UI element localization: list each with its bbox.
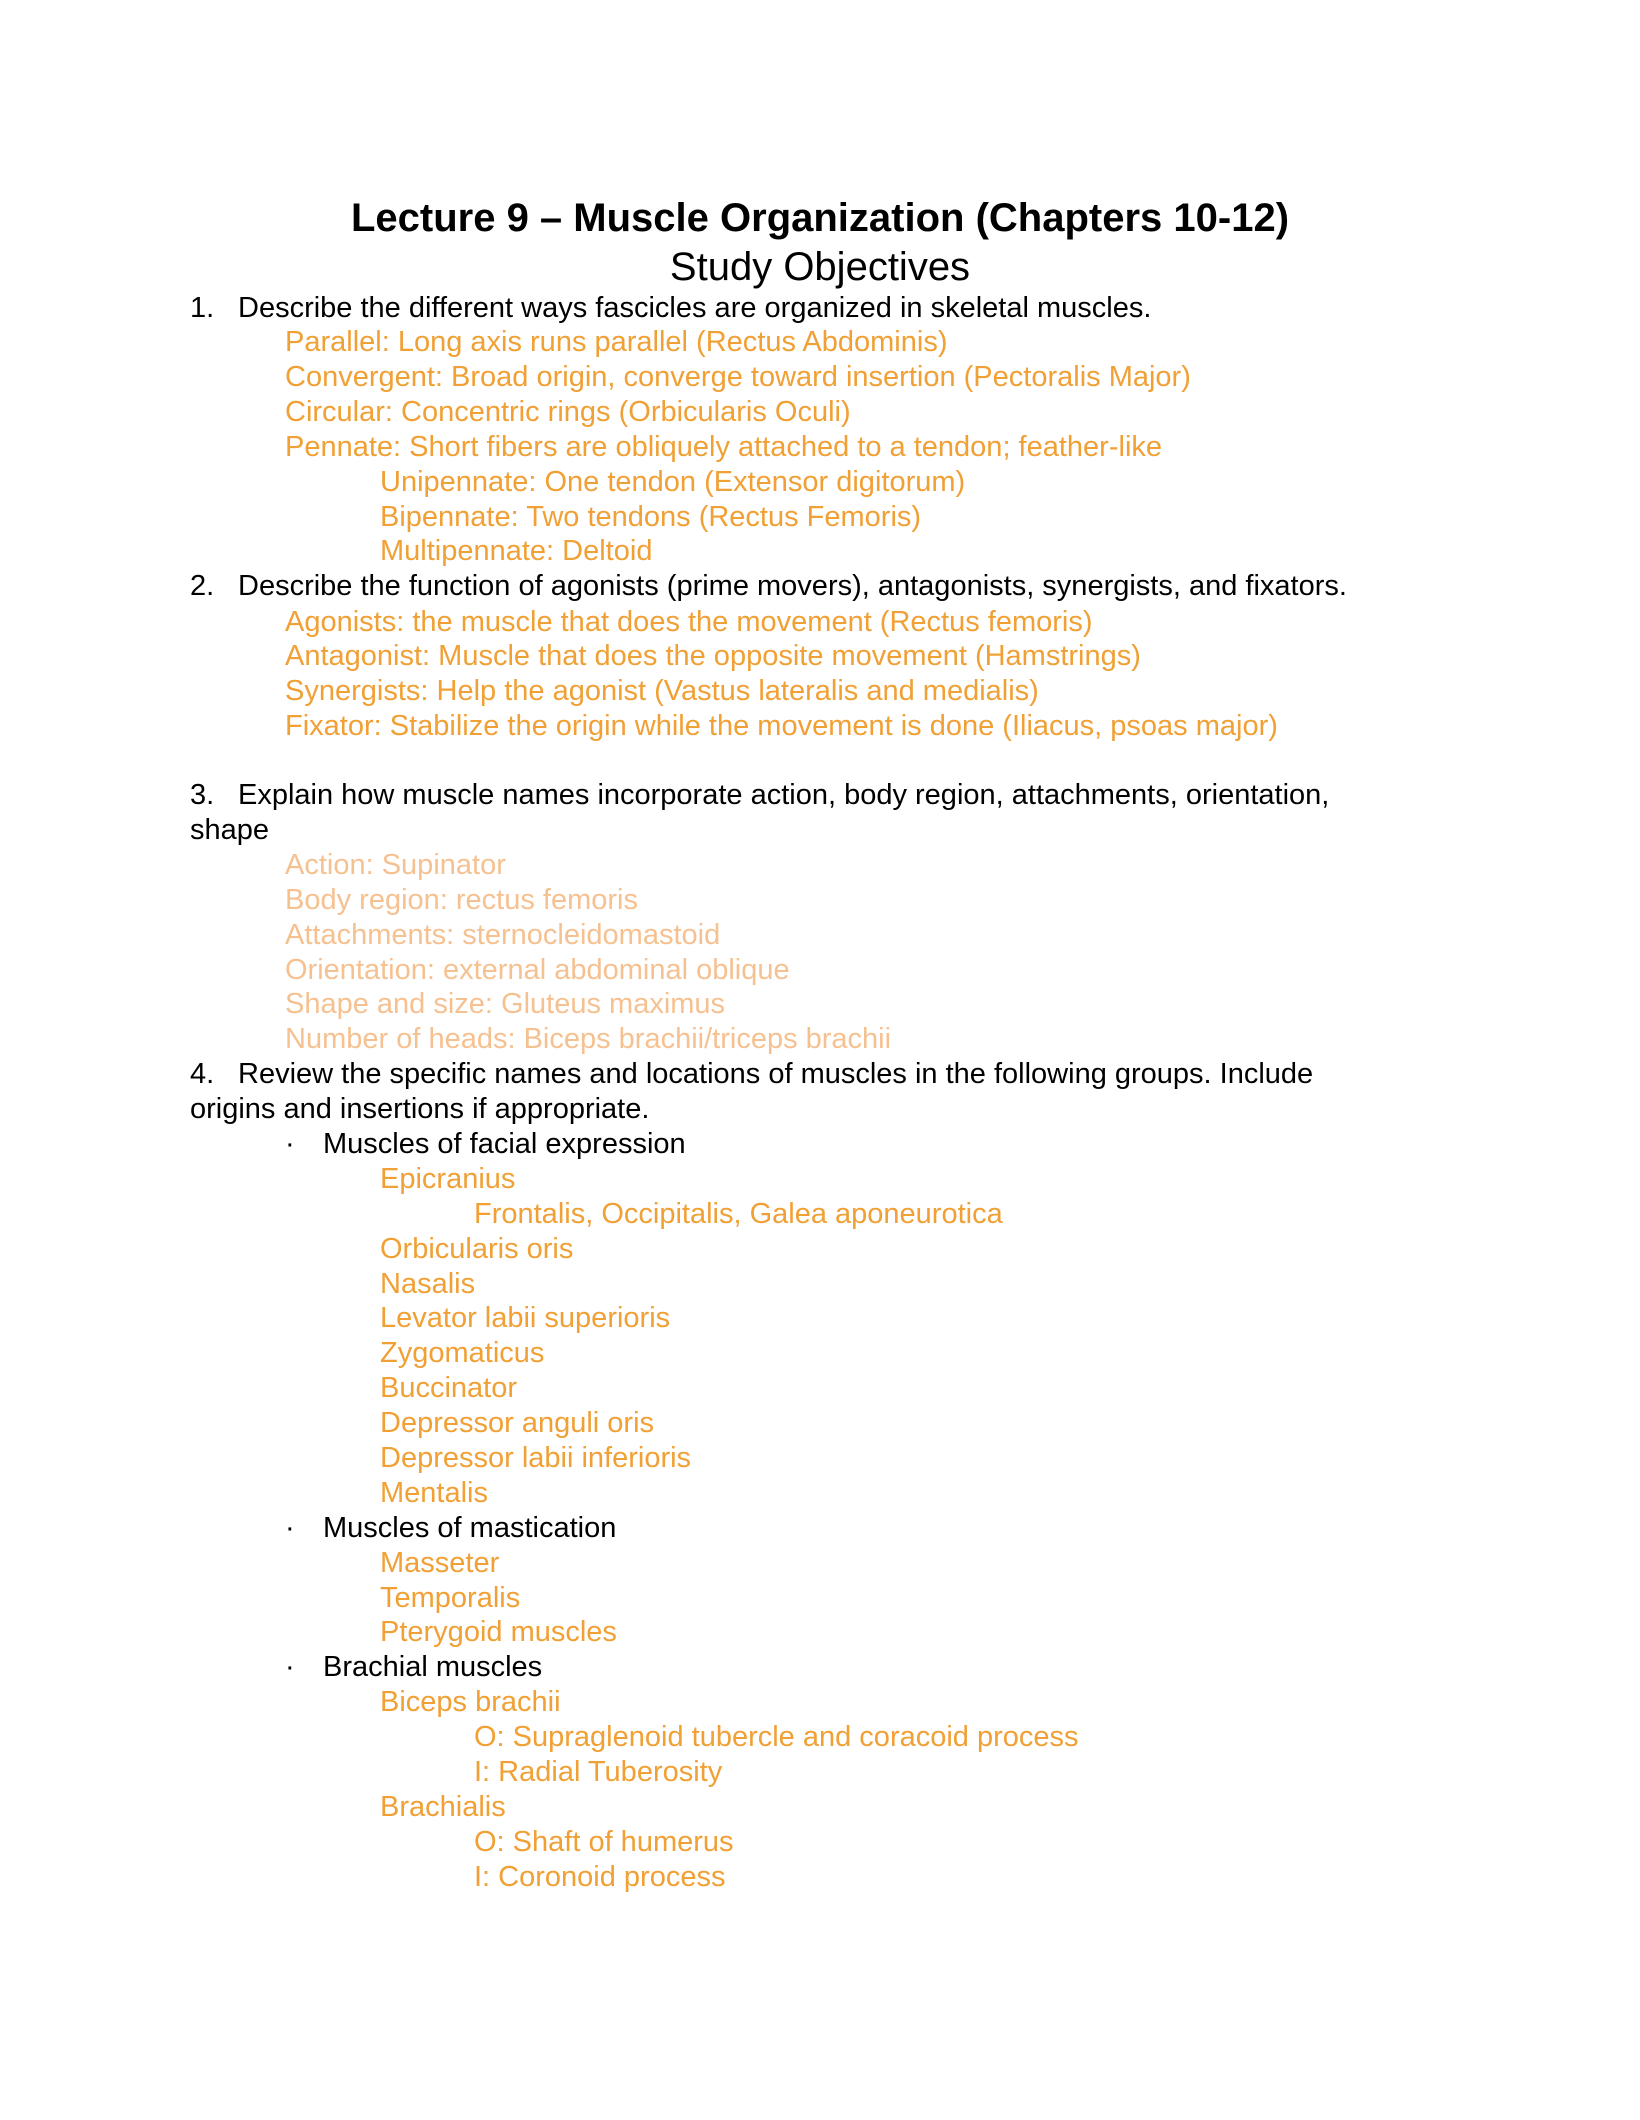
muscle-item: Buccinator bbox=[380, 1372, 518, 1404]
muscle-item: Pterygoid muscles bbox=[380, 1616, 617, 1648]
question-1 bbox=[190, 290, 1151, 326]
answer-line: Action: Supinator bbox=[285, 849, 506, 881]
question-4 bbox=[190, 1056, 1313, 1092]
document-subtitle: Study Objectives bbox=[669, 245, 971, 289]
muscle-item: Epicranius bbox=[380, 1163, 516, 1195]
muscle-item: Nasalis bbox=[380, 1268, 476, 1300]
answer-line: Body region: rectus femoris bbox=[285, 884, 638, 916]
answer-line: Circular: Concentric rings (Orbicularis Oculi) bbox=[285, 396, 851, 428]
question-text-continued: origins and insertions if appropriate. bbox=[190, 1093, 650, 1125]
answer-subline: Multipennate: Deltoid bbox=[380, 535, 653, 567]
question-number: 3. bbox=[190, 779, 215, 811]
question-text-continued: shape bbox=[190, 814, 270, 846]
muscle-item: Depressor anguli oris bbox=[380, 1407, 655, 1439]
answer-line: Agonists: the muscle that does the movement (Rectus femoris) bbox=[285, 606, 1093, 638]
question-2 bbox=[190, 568, 1347, 604]
answer-line: Number of heads: Biceps brachii/triceps brachii bbox=[285, 1023, 892, 1055]
answer-line: Fixator: Stabilize the origin while the movement is done (Iliacus, psoas major) bbox=[285, 710, 1278, 742]
answer-line: Attachments: sternocleidomastoid bbox=[285, 919, 721, 951]
muscle-item: Biceps brachii bbox=[380, 1686, 561, 1718]
bullet-icon: · bbox=[285, 1651, 295, 1683]
muscle-item: Zygomaticus bbox=[380, 1337, 545, 1369]
bullet-icon: · bbox=[285, 1128, 295, 1160]
muscle-item: Depressor labii inferioris bbox=[380, 1442, 692, 1474]
question-3 bbox=[190, 777, 1329, 813]
answer-line: Synergists: Help the agonist (Vastus lateralis and medialis) bbox=[285, 675, 1039, 707]
answer-line: Parallel: Long axis runs parallel (Rectus Abdominis) bbox=[285, 326, 948, 358]
question-number: 4. bbox=[190, 1058, 215, 1090]
question-text: Review the specific names and locations of muscles in the following groups. Include bbox=[238, 1058, 1314, 1090]
bullet-icon: · bbox=[285, 1512, 295, 1544]
muscle-item: Mentalis bbox=[380, 1477, 488, 1509]
muscle-item: Orbicularis oris bbox=[380, 1233, 574, 1265]
document-title: Lecture 9 – Muscle Organization (Chapters 10-12) bbox=[350, 196, 1290, 240]
muscle-item: Masseter bbox=[380, 1547, 500, 1579]
muscle-item: Brachialis bbox=[380, 1791, 506, 1823]
answer-line: Antagonist: Muscle that does the opposite movement (Hamstrings) bbox=[285, 640, 1141, 672]
muscle-insertion: I: Radial Tuberosity bbox=[474, 1756, 723, 1788]
answer-subline: Bipennate: Two tendons (Rectus Femoris) bbox=[380, 501, 922, 533]
group-heading-facial: Muscles of facial expression bbox=[323, 1128, 686, 1160]
answer-line: Convergent: Broad origin, converge toward insertion (Pectoralis Major) bbox=[285, 361, 1191, 393]
answer-line: Orientation: external abdominal oblique bbox=[285, 954, 790, 986]
muscle-subitem: Frontalis, Occipitalis, Galea aponeurotica bbox=[474, 1198, 1003, 1230]
muscle-item: Levator labii superioris bbox=[380, 1302, 671, 1334]
answer-subline: Unipennate: One tendon (Extensor digitorum) bbox=[380, 466, 966, 498]
muscle-origin: O: Supraglenoid tubercle and coracoid process bbox=[474, 1721, 1079, 1753]
answer-line: Pennate: Short fibers are obliquely attached to a tendon; feather-like bbox=[285, 431, 1163, 463]
muscle-origin: O: Shaft of humerus bbox=[474, 1826, 734, 1858]
answer-line: Shape and size: Gluteus maximus bbox=[285, 988, 726, 1020]
group-heading-brachial: Brachial muscles bbox=[323, 1651, 543, 1683]
group-heading-mastication: Muscles of mastication bbox=[323, 1512, 617, 1544]
question-number: 1. bbox=[190, 292, 215, 324]
muscle-item: Temporalis bbox=[380, 1582, 521, 1614]
muscle-insertion: I: Coronoid process bbox=[474, 1861, 726, 1893]
question-number: 2. bbox=[190, 570, 215, 602]
question-text: Explain how muscle names incorporate action, body region, attachments, orientation, bbox=[238, 779, 1330, 811]
question-text: Describe the different ways fascicles are organized in skeletal muscles. bbox=[238, 292, 1152, 324]
question-text: Describe the function of agonists (prime movers), antagonists, synergists, and fixators. bbox=[238, 570, 1347, 602]
